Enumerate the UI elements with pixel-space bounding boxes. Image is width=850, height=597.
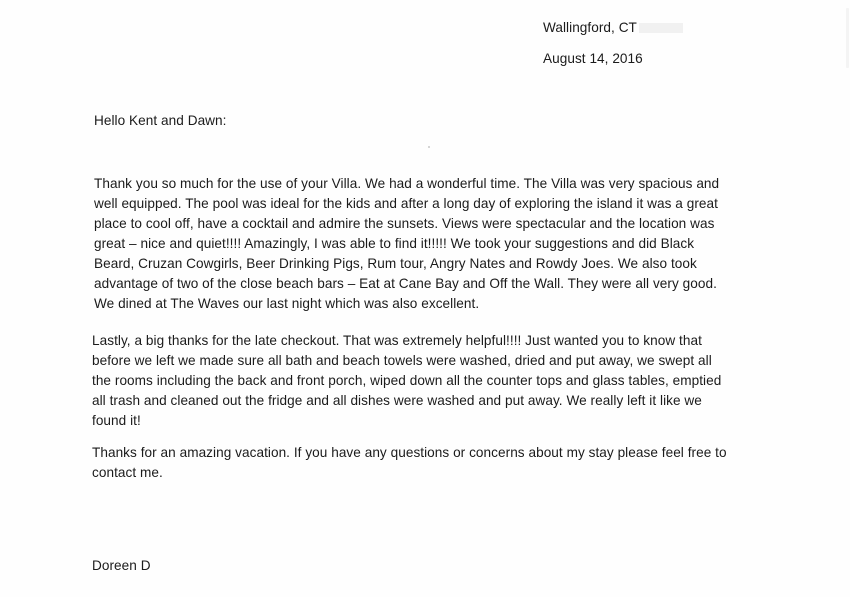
scan-edge-shadow bbox=[846, 8, 849, 68]
paragraph-1-line-6: advantage of two of the close beach bars – Eat at Cane Bay and Off the Wall. They were all very good. bbox=[94, 276, 717, 291]
scan-speck bbox=[428, 146, 430, 148]
paragraph-1-line-1: Thank you so much for the use of your Villa. We had a wonderful time. The Villa was very spacious and bbox=[94, 176, 720, 191]
sender-location-text: Wallingford, CT bbox=[543, 20, 637, 35]
sender-location bbox=[543, 18, 683, 38]
paragraph-3-line-2: contact me. bbox=[92, 465, 163, 480]
paragraph-1-line-7: We dined at The Waves our last night which was also excellent. bbox=[94, 296, 480, 311]
paragraph-2-line-4: all trash and cleaned out the fridge and all dishes were washed and put away. We really left it like we bbox=[92, 393, 702, 408]
paragraph-2-line-2: before we left we made sure all bath and beach towels were washed, dried and put away, we swept all bbox=[92, 353, 712, 368]
redacted-zip bbox=[639, 23, 683, 33]
salutation: Hello Kent and Dawn: bbox=[94, 113, 227, 128]
signature: Doreen D bbox=[92, 558, 151, 573]
paragraph-1-line-3: place to cool off, have a cocktail and admire the sunsets. Views were spectacular and the location was bbox=[94, 216, 715, 231]
paragraph-2-line-3: the rooms including the back and front porch, wiped down all the counter tops and glass tables, emptied bbox=[92, 373, 722, 388]
paragraph-1-line-5: Beard, Cruzan Cowgirls, Beer Drinking Pigs, Rum tour, Angry Nates and Rowdy Joes. We also took bbox=[94, 256, 697, 271]
paragraph-2-line-5: found it! bbox=[92, 413, 141, 428]
paragraph-1-line-4: great – nice and quiet!!!! Amazingly, I was able to find it!!!!! We took your suggestions and did Black bbox=[94, 236, 695, 251]
letter-date: August 14, 2016 bbox=[543, 51, 643, 66]
paragraph-2-line-1: Lastly, a big thanks for the late checkout. That was extremely helpful!!!! Just wanted you to know that bbox=[92, 333, 702, 348]
paragraph-1-line-2: well equipped. The pool was ideal for the kids and after a long day of exploring the island it was a great bbox=[94, 196, 718, 211]
paragraph-3-line-1: Thanks for an amazing vacation. If you have any questions or concerns about my stay please feel free to bbox=[92, 445, 727, 460]
